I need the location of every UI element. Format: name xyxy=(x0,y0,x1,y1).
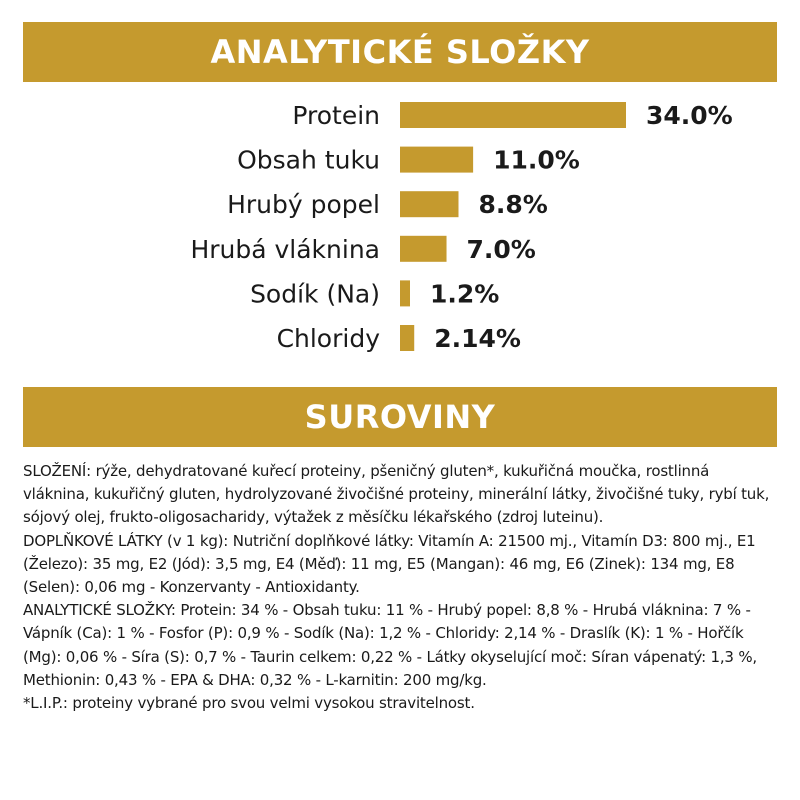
analytical-components-title: ANALYTICKÉ SLOŽKY xyxy=(210,33,590,71)
bar xyxy=(400,325,414,351)
composition-text: SLOŽENÍ: rýže, dehydratované kuřecí proteiny, pšeničný gluten*, kukuřičná moučka, rostlinná vláknina, kukuřičný gluten, hydrolyzované živočišné proteiny, minerální látky, živočišné tuky, rybí tuk, sójový olej, frukto-oligosacharidy, výtažek z měsíčku lékařského (zdroj luteinu). DOPLŇKOVÉ LÁTKY (v 1 kg): Nutriční doplňkové látky: Vitamín A: 21500 mj., Vitamín D3: 800 mj., E1 (Železo): 35 mg, E2 (Jód): 3,5 mg, E4 (Měď): 11 mg, E5 (Mangan): 46 mg, E6 (Zinek): 134 mg, E8 (Selen): 0,06 mg - Konzervanty - Antioxidanty. ANALYTICKÉ SLOŽKY: Protein: 34 % - Obsah tuku: 11 % - Hrubý popel: 8,8 % - Hrubá vláknina: 7 % - Vápník (Ca): 1 % - Fosfor (P): 0,9 % - Sodík (Na): 1,2 % - Chloridy: 2,14 % - Draslík (K): 1 % - Hořčík (Mg): 0,06 % - Síra (S): 0,7 % - Taurin celkem: 0,22 % - Látky okyselující moč: Síran vápenatý: 1,3 %, Methionin: 0,43 % - EPA & DHA: 0,32 % - L-karnitin: 200 mg/kg. *L.I.P.: proteiny vybrané pro svou velmi vysokou stravitelnost. xyxy=(23,462,770,713)
value-label: 34.0% xyxy=(646,101,733,130)
category-label: Hrubý popel xyxy=(227,190,380,220)
value-label: 2.14% xyxy=(434,324,521,353)
bar xyxy=(400,191,458,217)
category-label: Protein xyxy=(292,101,380,130)
value-label: 11.0% xyxy=(493,145,580,175)
category-label: Obsah tuku xyxy=(237,145,380,175)
analytical-components-banner xyxy=(23,22,777,82)
value-label: 7.0% xyxy=(466,234,536,264)
ingredients-title: SUROVINY xyxy=(304,398,496,436)
ingredients-banner xyxy=(23,387,777,447)
value-label: 8.8% xyxy=(478,190,548,220)
category-label: Sodík (Na) xyxy=(250,279,380,309)
category-label: Chloridy xyxy=(276,324,380,353)
value-label: 1.2% xyxy=(430,279,500,309)
bar xyxy=(400,280,410,306)
bar xyxy=(400,236,447,262)
nutrient-bar-chart xyxy=(0,90,800,370)
category-label: Hrubá vláknina xyxy=(190,234,380,264)
bar xyxy=(400,102,626,128)
bar xyxy=(400,147,473,173)
